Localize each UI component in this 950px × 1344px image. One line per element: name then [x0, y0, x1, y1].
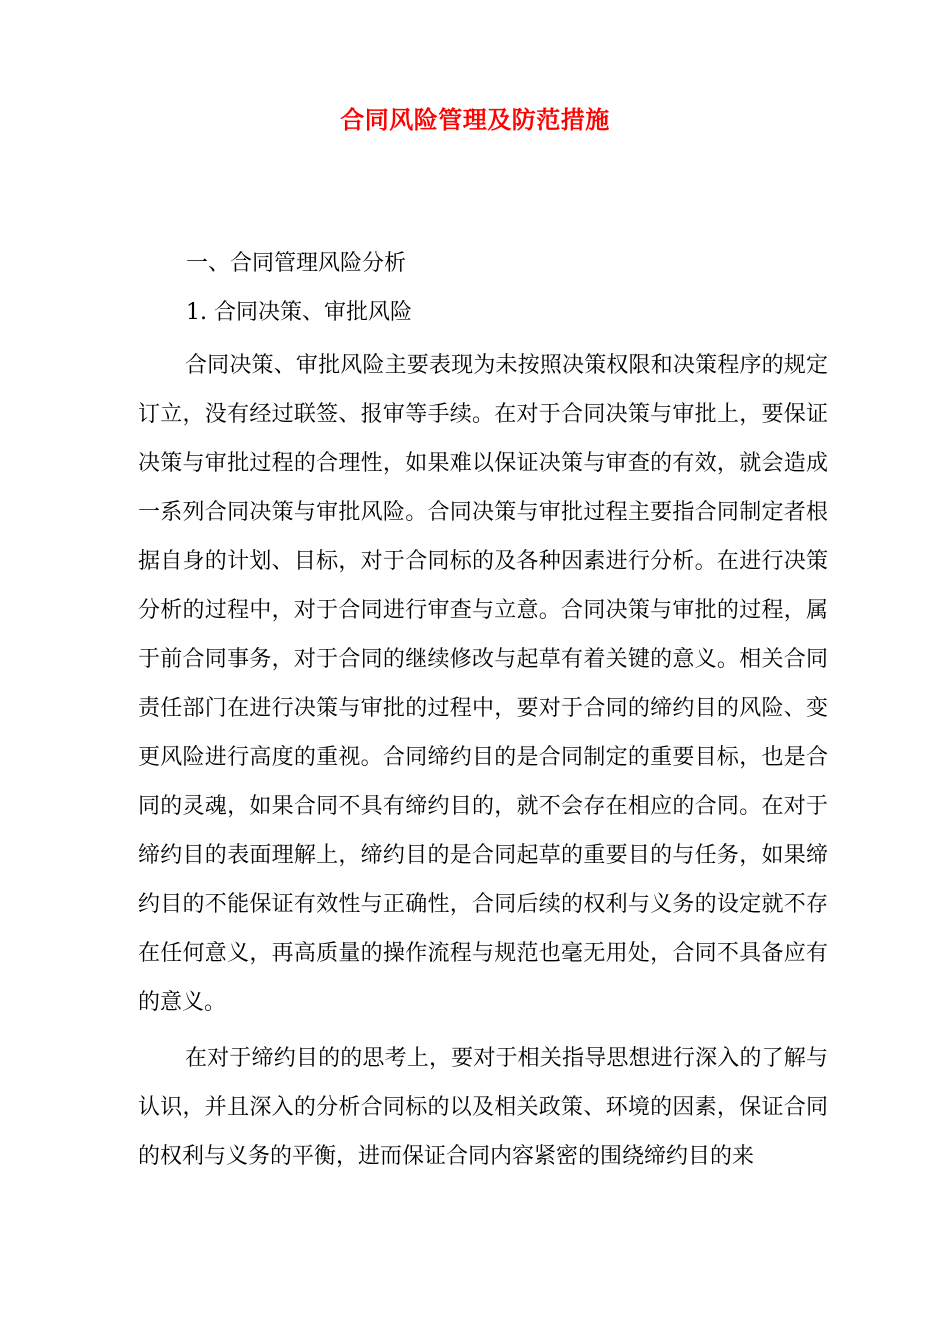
subsection-heading: 1. 合同决策、审批风险 — [186, 300, 412, 325]
body-paragraph: 在对于缔约目的的思考上，要对于相关指导思想进行深入的了解与认识，并且深入的分析合同标的以及相关政策、环境的因素，保证合同的权利与义务的平衡，进而保证合同内容紧密的围绕缔约目的来 — [138, 1046, 828, 1169]
document-title: 合同风险管理及防范措施 — [340, 105, 610, 134]
body-paragraph: 合同决策、审批风险主要表现为未按照决策权限和决策程序的规定订立，没有经过联签、报审等手续。在对于合同决策与审批上，要保证决策与审批过程的合理性，如果难以保证决策与审查的有效，就会造成一系列合同决策与审批风险。合同决策与审批过程主要指合同制定者根据自身的计划、目标，对于合同标的及各种因素进行分析。在进行决策分析的过程中，对于合同进行审查与立意。合同决策与审批的过程，属于前合同事务，对于合同的继续修改与起草有着关键的意义。相关合同责任部门在进行决策与审批的过程中，要对于合同的缔约目的风险、变更风险进行高度的重视。合同缔约目的是合同制定的重要目标，也是合同的灵魂，如果合同不具有缔约目的，就不会存在相应的合同。在对于缔约目的表面理解上，缔约目的是合同起草的重要目的与任务，如果缔约目的不能保证有效性与正确性，合同后续的权利与义务的设定就不存在任何意义，再高质量的操作流程与规范也毫无用处，合同不具备应有的意义。 — [138, 353, 828, 1015]
section-heading: 一、合同管理风险分析 — [186, 251, 407, 276]
